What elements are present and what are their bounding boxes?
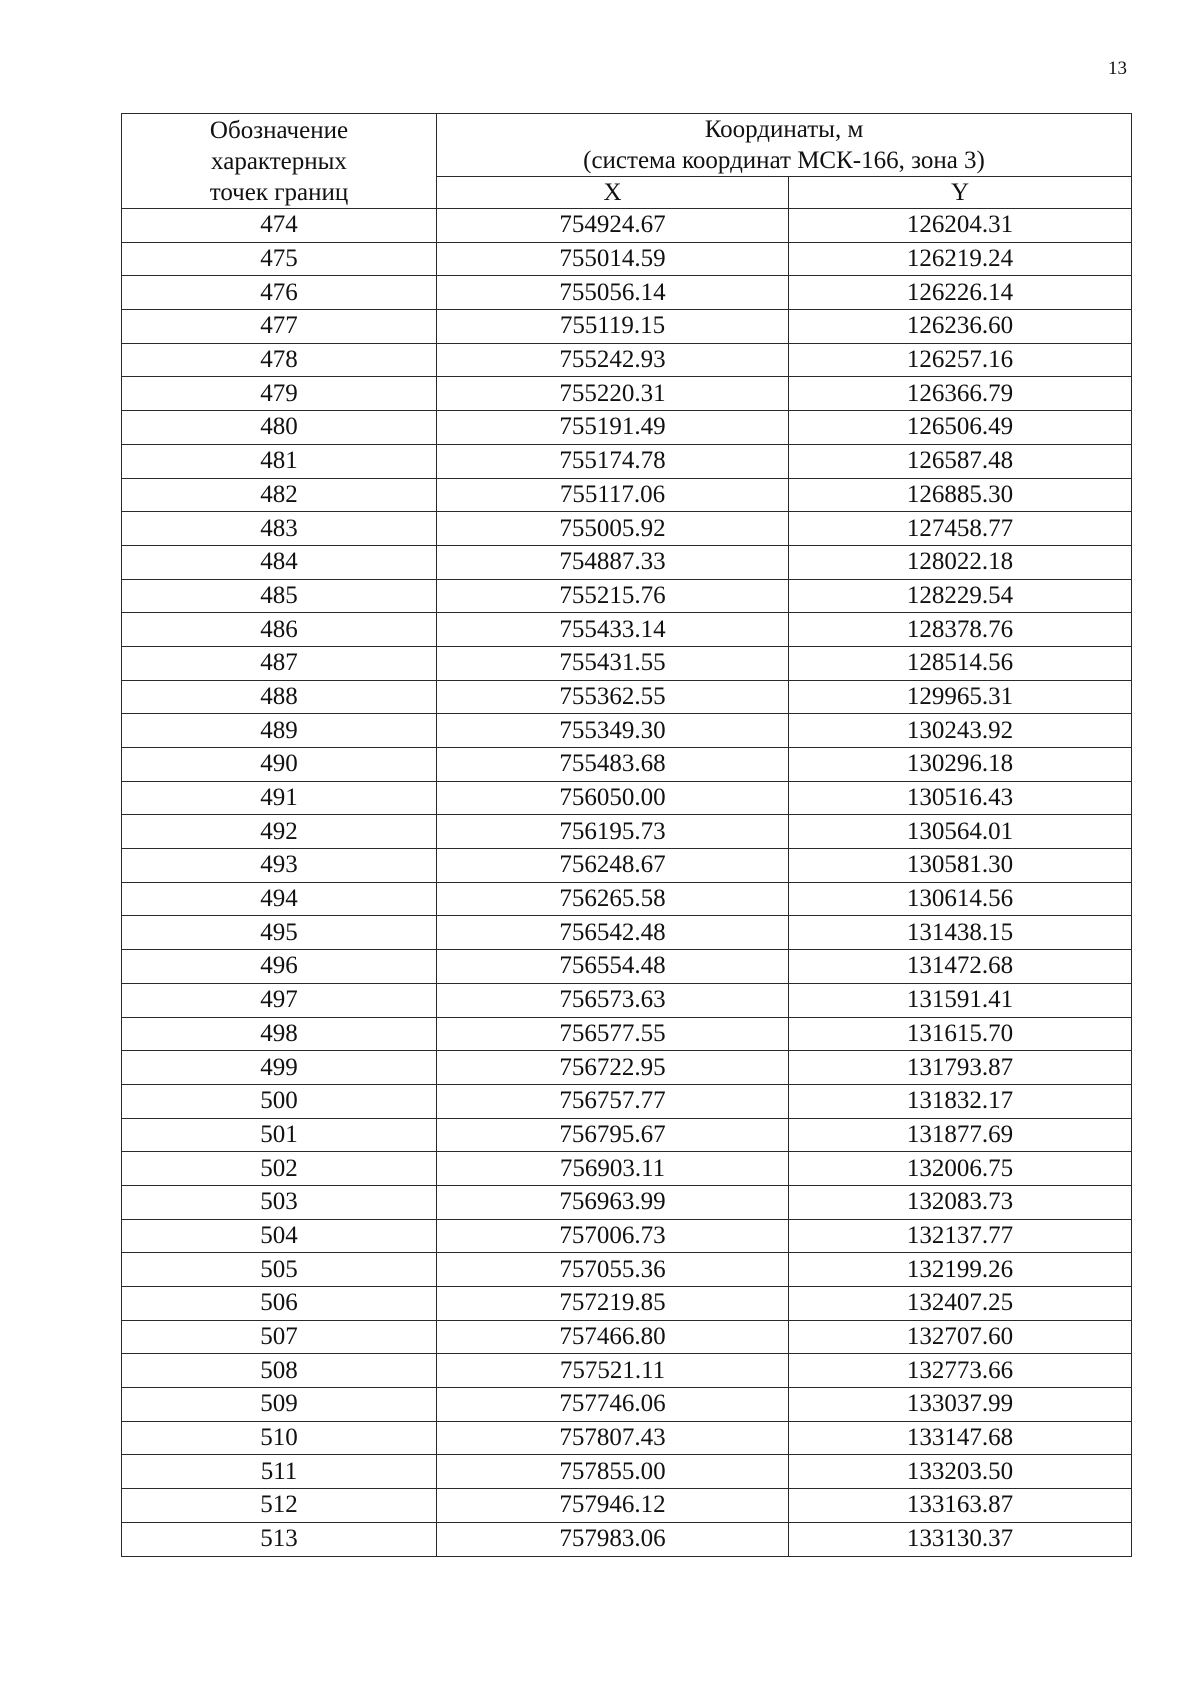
table-row [122,983,1132,1017]
header-y: Y [789,177,1132,209]
cell-y: 126257.16 [789,343,1132,377]
cell-point: 484 [122,545,437,579]
cell-x: 755242.93 [437,343,789,377]
cell-y: 133163.87 [789,1489,1132,1523]
table-row [122,950,1132,984]
cell-point: 492 [122,815,437,849]
cell-x: 755014.59 [437,242,789,276]
cell-point: 486 [122,613,437,647]
cell-point: 499 [122,1051,437,1085]
cell-y: 130564.01 [789,815,1132,849]
cell-point: 474 [122,209,437,243]
cell-y: 128229.54 [789,579,1132,613]
cell-x: 755174.78 [437,444,789,478]
cell-point: 509 [122,1388,437,1422]
table-body [122,209,1132,1557]
table-row [122,343,1132,377]
cell-point: 504 [122,1219,437,1253]
table-row [122,310,1132,344]
cell-point: 495 [122,916,437,950]
cell-x: 755349.30 [437,714,789,748]
table-row [122,882,1132,916]
cell-y: 132137.77 [789,1219,1132,1253]
cell-y: 133147.68 [789,1421,1132,1455]
cell-x: 756050.00 [437,781,789,815]
table-row [122,1522,1132,1556]
table-row [122,1084,1132,1118]
header-x: X [437,177,789,209]
cell-x: 756757.77 [437,1084,789,1118]
cell-point: 485 [122,579,437,613]
cell-y: 128514.56 [789,646,1132,680]
table-row [122,781,1132,815]
cell-x: 755056.14 [437,276,789,310]
cell-y: 128022.18 [789,545,1132,579]
cell-point: 512 [122,1489,437,1523]
table-row [122,1253,1132,1287]
cell-y: 126219.24 [789,242,1132,276]
cell-point: 503 [122,1185,437,1219]
cell-x: 755431.55 [437,646,789,680]
cell-x: 757746.06 [437,1388,789,1422]
cell-x: 754924.67 [437,209,789,243]
cell-y: 132773.66 [789,1354,1132,1388]
table-row [122,1219,1132,1253]
cell-y: 132707.60 [789,1320,1132,1354]
cell-y: 130296.18 [789,748,1132,782]
header-point-line: точек границ [209,178,349,206]
cell-point: 506 [122,1287,437,1321]
cell-point: 482 [122,478,437,512]
table-row [122,714,1132,748]
cell-y: 126587.48 [789,444,1132,478]
cell-x: 755433.14 [437,613,789,647]
cell-x: 757946.12 [437,1489,789,1523]
cell-y: 132083.73 [789,1185,1132,1219]
table-row [122,242,1132,276]
cell-point: 500 [122,1084,437,1118]
cell-x: 756795.67 [437,1118,789,1152]
cell-point: 511 [122,1455,437,1489]
cell-y: 128378.76 [789,613,1132,647]
cell-x: 757219.85 [437,1287,789,1321]
cell-y: 132006.75 [789,1152,1132,1186]
cell-y: 133130.37 [789,1522,1132,1556]
header-point-line: Обозначение [209,116,349,144]
cell-x: 755362.55 [437,680,789,714]
cell-x: 757855.00 [437,1455,789,1489]
cell-y: 132407.25 [789,1287,1132,1321]
cell-y: 126204.31 [789,209,1132,243]
table-row [122,680,1132,714]
cell-x: 755117.06 [437,478,789,512]
cell-x: 757466.80 [437,1320,789,1354]
cell-y: 131472.68 [789,950,1132,984]
cell-point: 483 [122,512,437,546]
cell-x: 756248.67 [437,849,789,883]
cell-y: 133037.99 [789,1388,1132,1422]
cell-point: 494 [122,882,437,916]
cell-point: 491 [122,781,437,815]
cell-y: 131832.17 [789,1084,1132,1118]
cell-x: 755220.31 [437,377,789,411]
cell-point: 507 [122,1320,437,1354]
header-point-designation [122,114,437,209]
table-row [122,1421,1132,1455]
table-row [122,748,1132,782]
table-row [122,1388,1132,1422]
cell-y: 127458.77 [789,512,1132,546]
cell-x: 756903.11 [437,1152,789,1186]
cell-y: 129965.31 [789,680,1132,714]
cell-y: 130516.43 [789,781,1132,815]
table-row [122,276,1132,310]
header-coordinates-line: (система координат МСК-166, зона 3) [583,147,985,174]
cell-y: 131793.87 [789,1051,1132,1085]
cell-y: 126236.60 [789,310,1132,344]
table-row [122,916,1132,950]
table-row [122,1354,1132,1388]
cell-point: 479 [122,377,437,411]
table-row [122,646,1132,680]
cell-x: 757983.06 [437,1522,789,1556]
cell-y: 130581.30 [789,849,1132,883]
cell-x: 754887.33 [437,545,789,579]
cell-y: 131591.41 [789,983,1132,1017]
table-row [122,613,1132,647]
cell-y: 126506.49 [789,411,1132,445]
table-row [122,1051,1132,1085]
cell-x: 757807.43 [437,1421,789,1455]
table-row [122,815,1132,849]
cell-y: 126366.79 [789,377,1132,411]
page-number: 13 [1108,58,1127,79]
cell-point: 481 [122,444,437,478]
cell-point: 513 [122,1522,437,1556]
cell-x: 755005.92 [437,512,789,546]
cell-y: 133203.50 [789,1455,1132,1489]
coordinates-table [121,113,1132,1557]
cell-x: 757055.36 [437,1253,789,1287]
cell-y: 132199.26 [789,1253,1132,1287]
cell-point: 508 [122,1354,437,1388]
cell-x: 756577.55 [437,1017,789,1051]
cell-point: 487 [122,646,437,680]
table-row [122,1455,1132,1489]
cell-point: 480 [122,411,437,445]
cell-x: 756195.73 [437,815,789,849]
table-row [122,478,1132,512]
cell-point: 478 [122,343,437,377]
cell-x: 757006.73 [437,1219,789,1253]
cell-point: 505 [122,1253,437,1287]
cell-y: 131877.69 [789,1118,1132,1152]
table-row [122,512,1132,546]
cell-x: 756963.99 [437,1185,789,1219]
cell-point: 501 [122,1118,437,1152]
table-row [122,209,1132,243]
cell-x: 755191.49 [437,411,789,445]
cell-x: 755483.68 [437,748,789,782]
cell-point: 490 [122,748,437,782]
table-row [122,1185,1132,1219]
cell-point: 489 [122,714,437,748]
cell-x: 756573.63 [437,983,789,1017]
cell-point: 497 [122,983,437,1017]
table-row [122,1152,1132,1186]
cell-point: 502 [122,1152,437,1186]
cell-y: 126885.30 [789,478,1132,512]
cell-x: 755215.76 [437,579,789,613]
header-coordinates [437,114,1132,177]
cell-x: 757521.11 [437,1354,789,1388]
cell-y: 131438.15 [789,916,1132,950]
cell-x: 756554.48 [437,950,789,984]
cell-x: 756542.48 [437,916,789,950]
header-point-line: характерных [211,147,347,175]
table-row [122,849,1132,883]
table-row [122,1118,1132,1152]
cell-point: 488 [122,680,437,714]
cell-y: 131615.70 [789,1017,1132,1051]
table-row [122,1320,1132,1354]
cell-x: 756722.95 [437,1051,789,1085]
cell-point: 493 [122,849,437,883]
table-row [122,579,1132,613]
cell-point: 477 [122,310,437,344]
cell-y: 130243.92 [789,714,1132,748]
table-row [122,1017,1132,1051]
table-row [122,1489,1132,1523]
cell-point: 475 [122,242,437,276]
table-row [122,444,1132,478]
table-row [122,411,1132,445]
table-row [122,1287,1132,1321]
cell-point: 496 [122,950,437,984]
cell-point: 498 [122,1017,437,1051]
header-coordinates-line: Координаты, м [704,116,864,143]
cell-x: 756265.58 [437,882,789,916]
cell-x: 755119.15 [437,310,789,344]
cell-y: 126226.14 [789,276,1132,310]
table-row [122,377,1132,411]
cell-point: 510 [122,1421,437,1455]
table-row [122,545,1132,579]
cell-y: 130614.56 [789,882,1132,916]
cell-point: 476 [122,276,437,310]
